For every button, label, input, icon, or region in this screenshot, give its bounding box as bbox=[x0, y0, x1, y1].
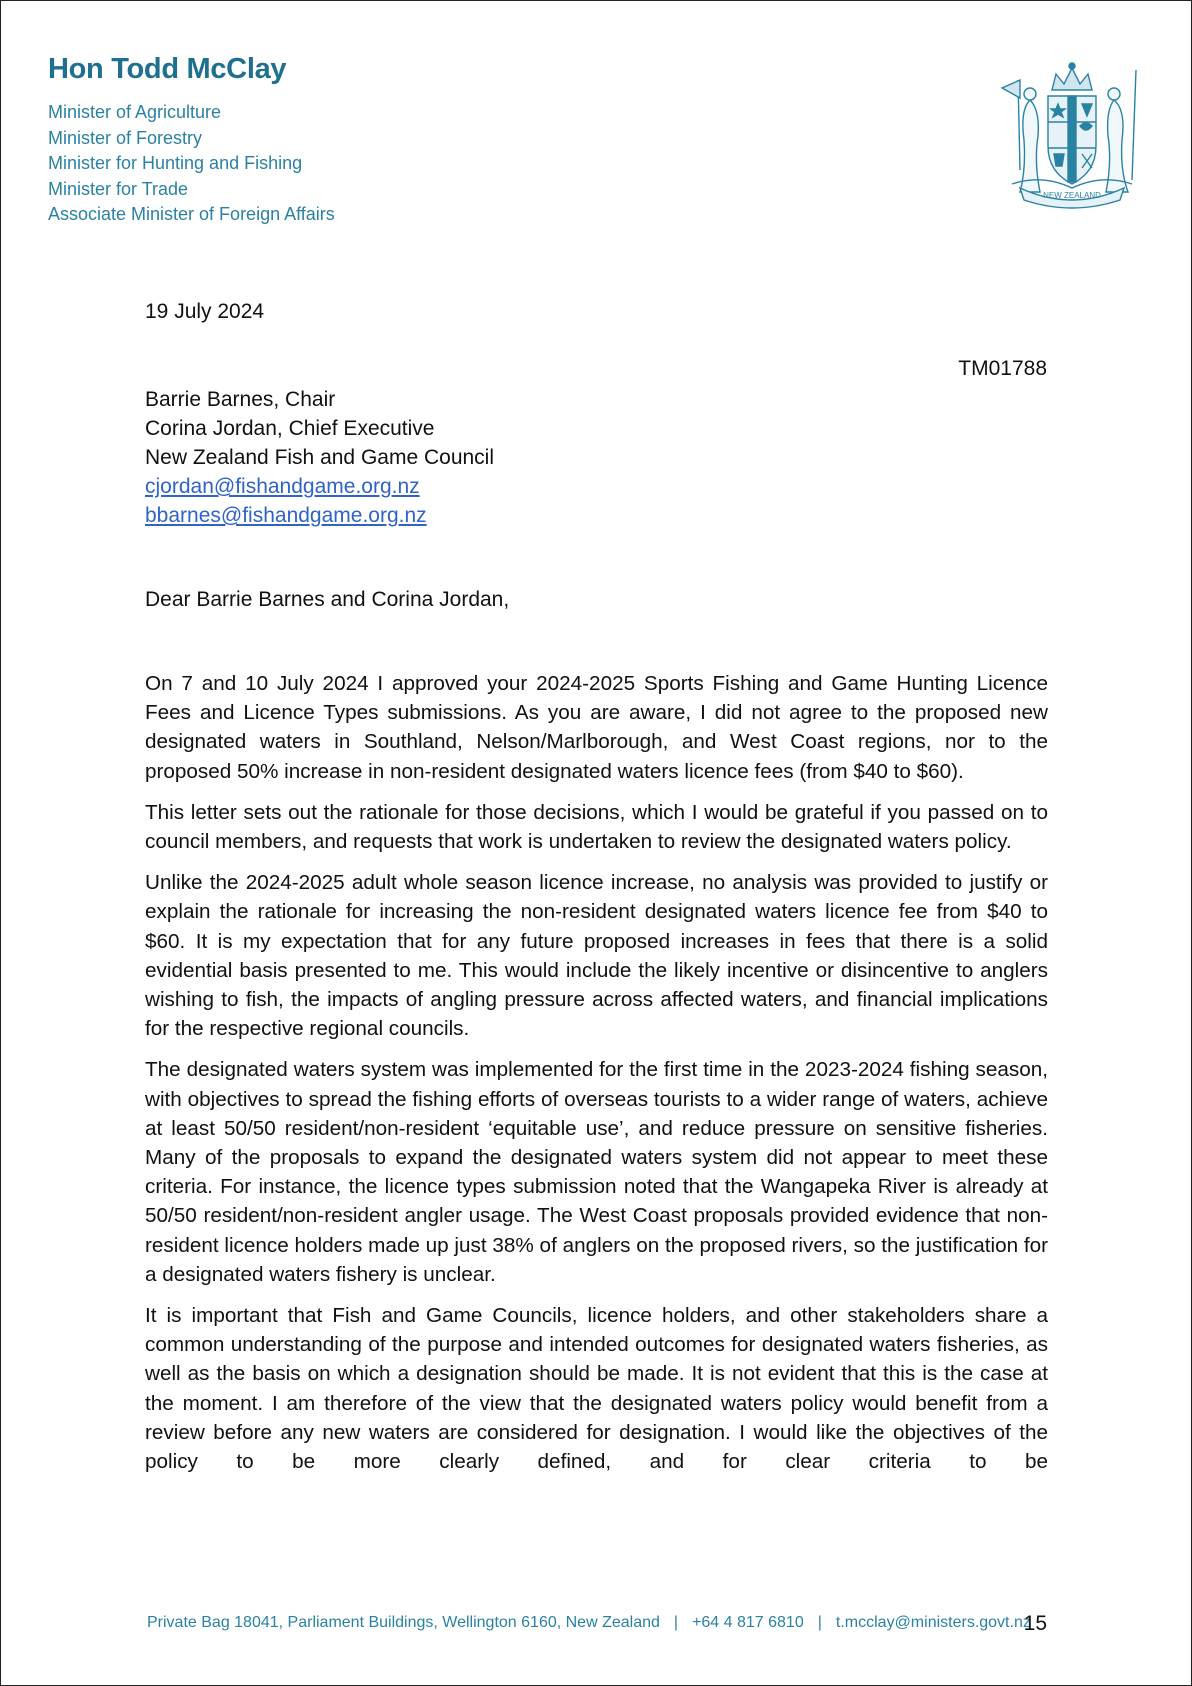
page-number: 15 bbox=[1023, 1612, 1047, 1635]
minister-name: Hon Todd McClay bbox=[48, 53, 287, 85]
crest-scroll-text: NEW ZEALAND bbox=[1043, 191, 1101, 200]
body-paragraph: On 7 and 10 July 2024 I approved your 2024-2025 Sports Fishing and Game Hunting Licence Fees and Licence Types submissions. As you are aware, I did not agree to the proposed new designated waters in Southland, Nelson/Marlborough, and West Coast regions, nor to the proposed 50% increase in non-resident designated waters licence fees (from $40 to $60). bbox=[145, 672, 1048, 783]
letterhead bbox=[48, 52, 335, 228]
footer-contact bbox=[147, 1614, 1031, 1632]
body-paragraph: The designated waters system was implemented for the first time in the 2023-2024 fishing season, with objectives to spread the fishing efforts of overseas tourists to a wider range of waters, achieve at least 50/50 resident/non-resident ‘equitable use’, and reduce pressure on sensitive fisheries. Many of the proposals to expand the designated waters system did not appear to meet these criteria. For instance, the licence types submission noted that the Wangapeka River is already at 50/50 resident/non-resident angler usage. The West Coast proposals provided evidence that non-resident licence holders made up just 38% of anglers on the proposed rivers, so the justification for a designated waters fishery is unclear. bbox=[145, 1058, 1048, 1286]
addressee-block bbox=[145, 385, 494, 530]
body-paragraph: Unlike the 2024-2025 adult whole season licence increase, no analysis was provided to justify or explain the rationale for increasing the non-resident designated waters licence fee from $40 to $60. It is my expectation that for any future proposed increases in fees that there is a solid evidential basis presented to me. This would include the likely incentive or disincentive to anglers wishing to fish, the impacts of angling pressure across affected waters, and financial implications for the respective regional councils. bbox=[145, 871, 1048, 1041]
email-link[interactable]: cjordan@fishandgame.org.nz bbox=[145, 475, 420, 498]
email-link[interactable]: bbarnes@fishandgame.org.nz bbox=[145, 504, 427, 527]
coat-of-arms-icon bbox=[990, 60, 1155, 210]
letter-body bbox=[145, 669, 1048, 1488]
portfolio-item: Minister for Trade bbox=[48, 178, 189, 199]
footer-separator: | bbox=[817, 1614, 822, 1631]
footer-address: Private Bag 18041, Parliament Buildings, Wellington 6160, New Zealand bbox=[147, 1614, 660, 1631]
portfolio-item: Minister of Forestry bbox=[48, 127, 203, 148]
reference-number: TM01788 bbox=[958, 357, 1047, 380]
addressee-line: Barrie Barnes, Chair bbox=[145, 388, 336, 411]
footer-separator: | bbox=[673, 1614, 679, 1631]
portfolio-item: Minister for Hunting and Fishing bbox=[48, 153, 303, 173]
body-paragraph: It is important that Fish and Game Councils, licence holders, and other stakeholders share a common understanding of the purpose and intended outcomes for designated waters fisheries, as well as the basis on which a designation should be made. It is not evident that this is the case at the moment. I am therefore of the view that the designated waters policy would benefit from a review before any new waters are considered for designation. I would like the objectives of the policy to be more clearly defined, and for clear criteria to be bbox=[145, 1304, 1048, 1474]
body-paragraph: This letter sets out the rationale for those decisions, which I would be grateful if you passed on to council members, and requests that work is undertaken to review the designated waters policy. bbox=[145, 800, 1048, 854]
addressee-line: Corina Jordan, Chief Executive bbox=[145, 417, 435, 440]
footer-email: t.mcclay@ministers.govt.nz bbox=[835, 1614, 1031, 1631]
addressee-line: New Zealand Fish and Game Council bbox=[145, 446, 495, 469]
salutation: Dear Barrie Barnes and Corina Jordan, bbox=[145, 588, 510, 611]
portfolio-item: Minister of Agriculture bbox=[48, 102, 222, 122]
letter-date: 19 July 2024 bbox=[145, 300, 265, 323]
portfolio-item: Associate Minister of Foreign Affairs bbox=[48, 204, 335, 224]
portfolio-list bbox=[48, 100, 335, 228]
footer-phone: +64 4 817 6810 bbox=[692, 1614, 804, 1631]
